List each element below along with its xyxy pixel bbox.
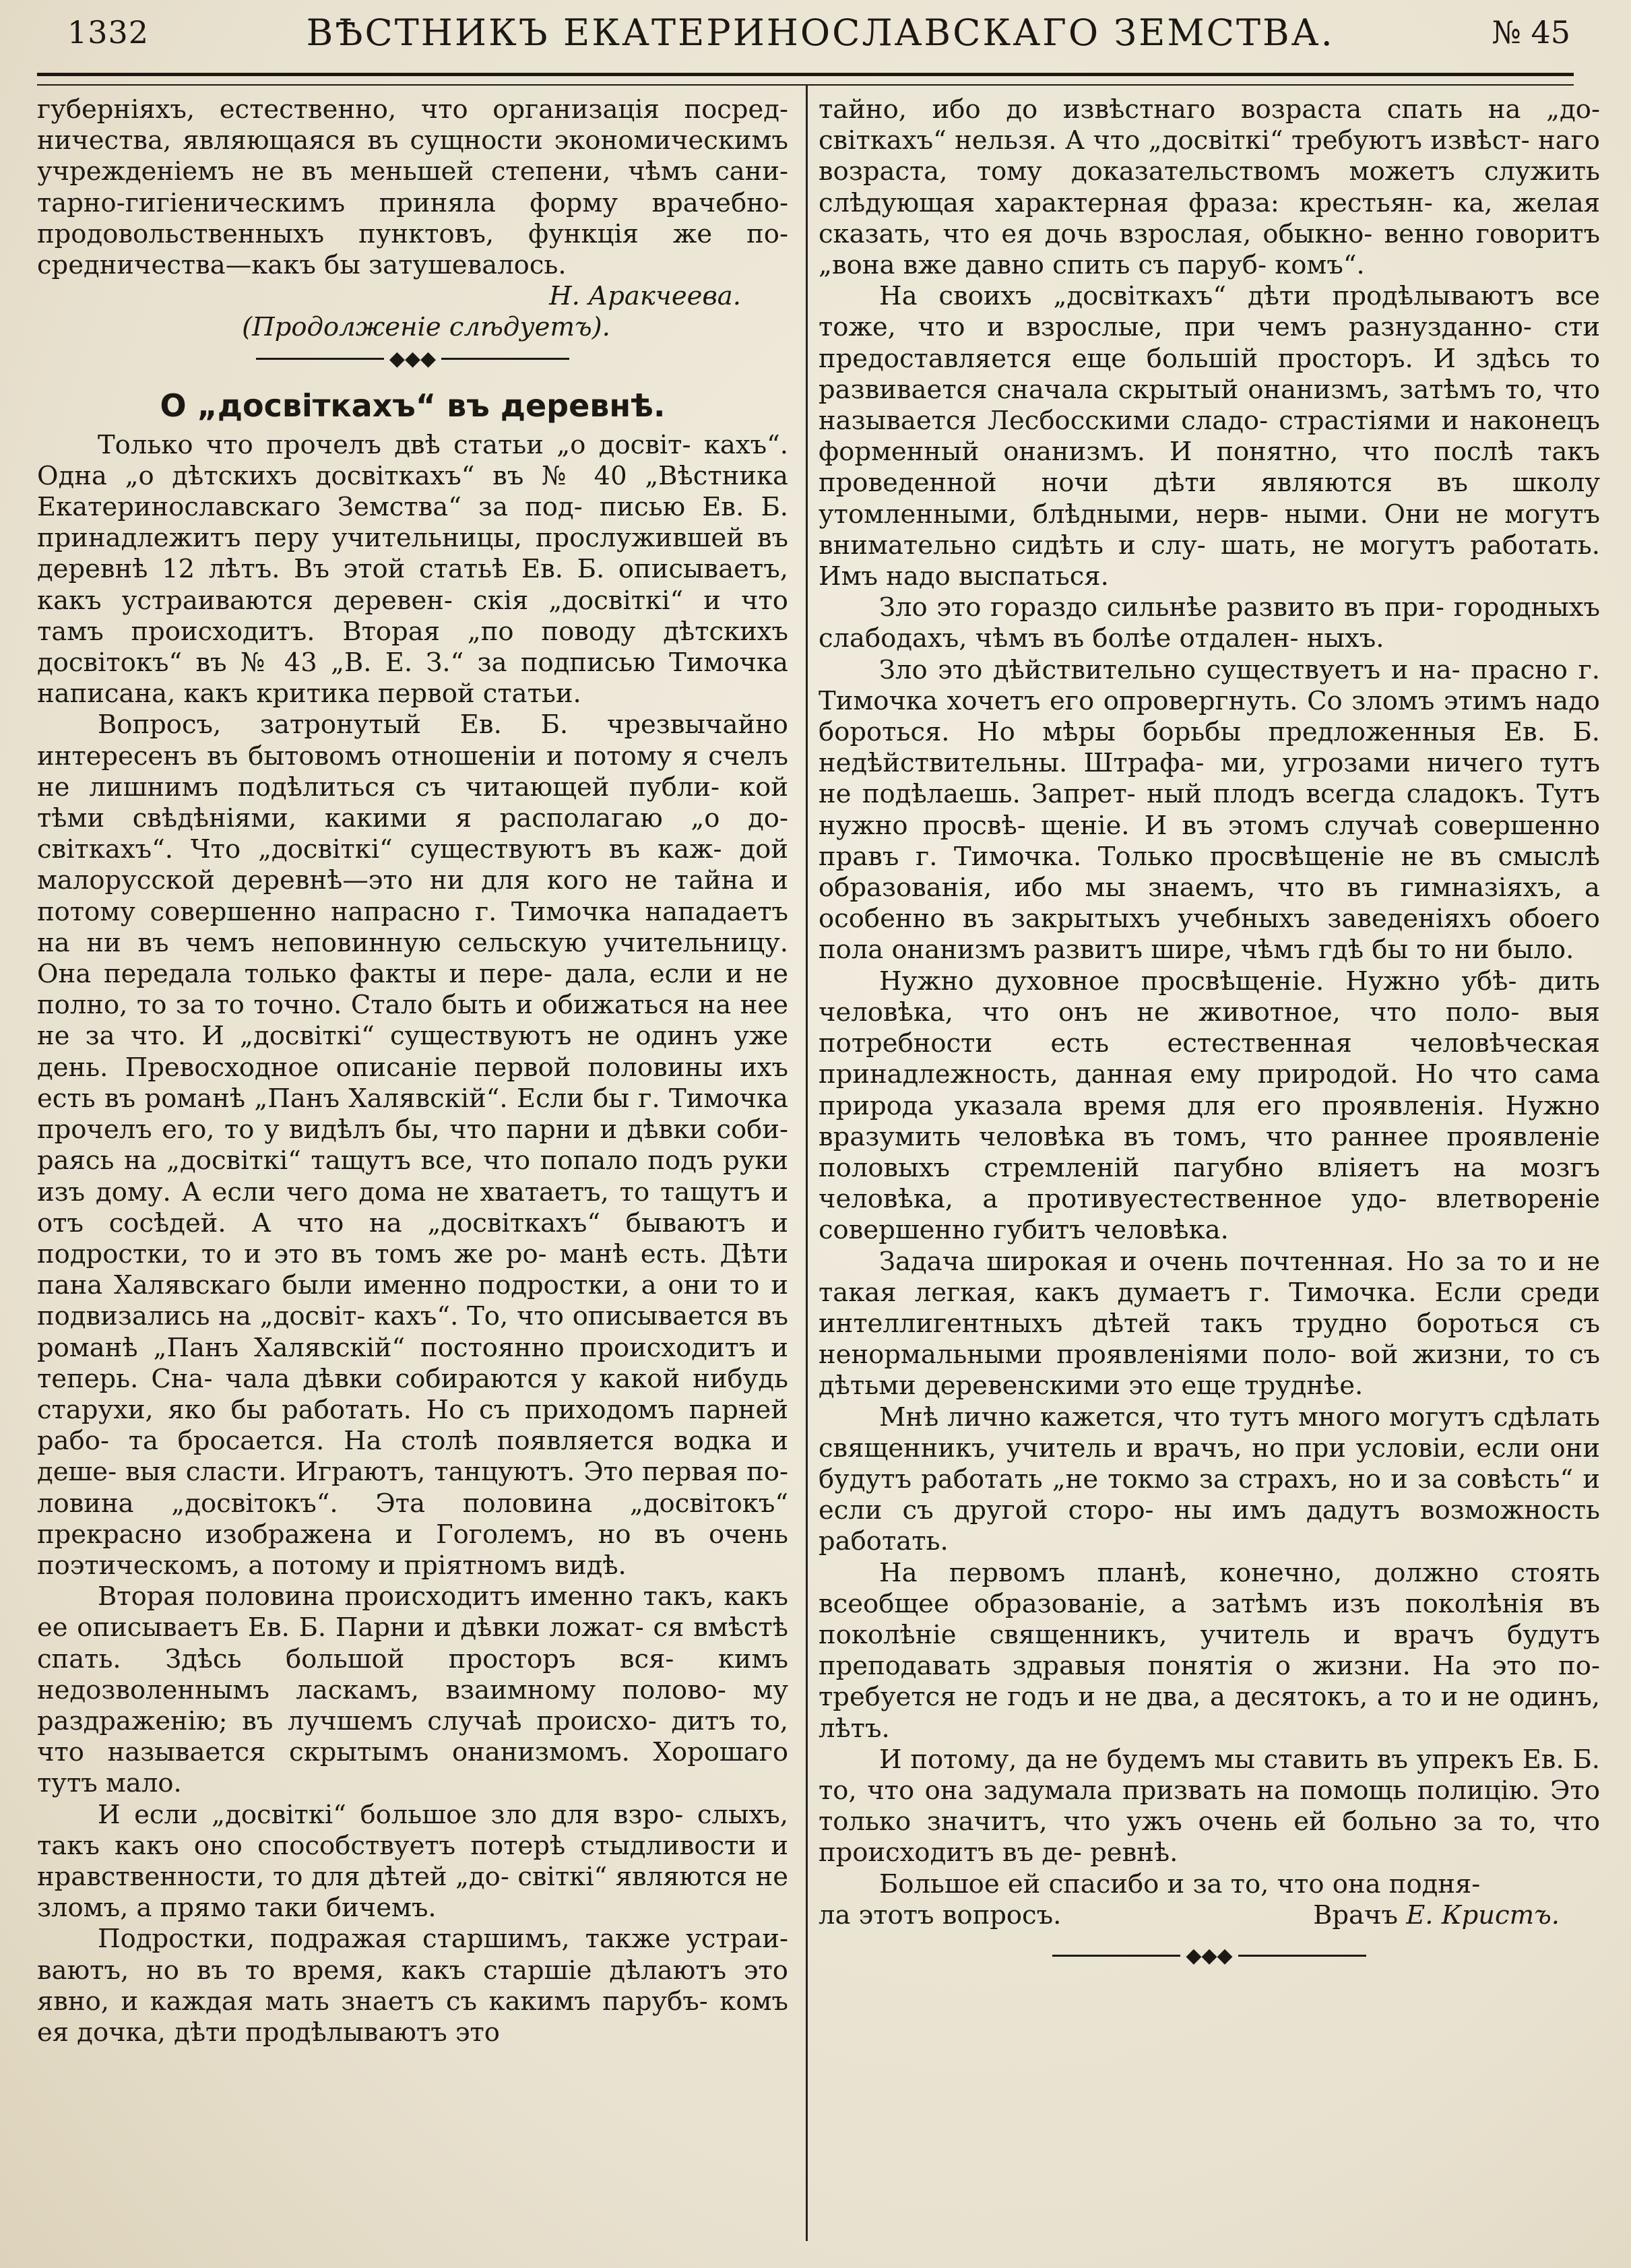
previous-article-author: Н. Аракчеева. <box>549 281 741 312</box>
author <box>1313 1900 1600 1931</box>
left-column <box>37 94 788 2048</box>
header-rule <box>37 73 1574 86</box>
paragraph: Мнѣ лично кажется, что тутъ много могутъ сдѣлать священникъ, учитель и врачъ, но при условіи, если они будутъ работать „не токмо за страхъ, но и за совѣсть“ и если съ другой сторо- ны имъ дадутъ возможность работать. <box>819 1401 1600 1557</box>
paragraph: Вторая половина происходитъ именно такъ, какъ ее описываетъ Ев. Б. Парни и дѣвки ложат- ся вмѣстѣ спать. Здѣсь большой просторъ вся- кимъ недозволеннымъ ласкамъ, взаимному полово- му раздраженію; въ лучшемъ случаѣ происхо- дитъ то, что называется скрытымъ онанизмомъ. Хорошаго тутъ мало. <box>37 1581 788 1799</box>
paragraph: Подростки, подражая старшимъ, также устраи- ваютъ, но въ то время, какъ старшіе дѣлаютъ это явно, и каждая мать знаетъ съ какимъ парубъ- комъ ея дочка, дѣти продѣлываютъ это <box>37 1924 788 2048</box>
paragraph: тайно, ибо до извѣстнаго возраста спать на „до- світкахъ“ нельзя. А что „досвіткі“ требуютъ извѣст- наго возраста, тому доказательствомъ можетъ служить слѣдующая характерная фраза: крестьян- ка, желая сказать, что ея дочь взрослая, обыкно- венно говоритъ „вона вже давно спить съ паруб- комъ“. <box>819 94 1600 281</box>
paragraph: Нужно духовное просвѣщеніе. Нужно убѣ- дить человѣка, что онъ не животное, что поло- выя потребности есть естественная человѣческая принадлежность, данная ему природой. Но что сама природа указала время для его проявленія. Нужно вразумить человѣка въ томъ, что раннее проявленіе половыхъ стремленій пагубно вліяетъ на мозгъ человѣка, а противуестественное удо- влетвореніе совершенно губитъ человѣка. <box>819 966 1600 1246</box>
right-column <box>819 94 1600 1972</box>
journal-title: ВѢСТНИКЪ ЕКАТЕРИНОСЛАВСКАГО ЗЕМСТВА. <box>306 11 1335 54</box>
paragraph: Большое ей спасибо и за то, что она подня- <box>879 1868 1481 1899</box>
page-number: 1332 <box>67 14 150 51</box>
end-ornament <box>819 1941 1600 1972</box>
ornament-diamonds: ◆◆◆ <box>1186 1943 1233 1967</box>
paragraph: И если „досвіткі“ большое зло для взро- слыхъ, такъ какъ оно способствуетъ потерѣ стыдливости и нравственности, то для дѣтей „до- світкі“ являются не зломъ, а прямо таки бичемъ. <box>37 1799 788 1924</box>
author-title: Врачъ <box>1313 1899 1398 1930</box>
column-divider <box>806 85 808 2241</box>
page-header <box>67 5 1570 59</box>
paragraph: На первомъ планѣ, конечно, должно стоять всеобщее образованіе, а затѣмъ изъ поколѣнія въ поколѣніе священникъ, учитель и врачъ будутъ преподавать здравыя понятія о жизни. На это по- требуется не годъ и не два, а десятокъ, а то и не одинъ, лѣтъ. <box>819 1557 1600 1744</box>
article-signature <box>819 1900 1600 1931</box>
paragraph: Только что прочелъ двѣ статьи „о досвіт- кахъ“. Одна „о дѣтскихъ досвіткахъ“ въ № 40 „Вѣстника Екатеринославскаго Земства“ за под- писью Ев. Б. принадлежитъ перу учительницы, прослужившей въ деревнѣ 12 лѣтъ. Въ этой статьѣ Ев. Б. описываетъ, какъ устраиваются деревен- скія „досвіткі“ и что тамъ происходитъ. Вторая „по поводу дѣтскихъ досвітокъ“ въ № 43 „В. Е. З.“ за подписью Тимочка написана, какъ критика первой статьи. <box>37 429 788 710</box>
paragraph: Вопросъ, затронутый Ев. Б. чрезвычайно интересенъ въ бытовомъ отношеніи и потому я счелъ не лишнимъ подѣлиться съ читающей публи- кой тѣми свѣдѣніями, какими я располагаю „о до- світкахъ“. Что „досвіткі“ существуютъ въ каж- дой малорусской деревнѣ—это ни для кого не тайна и потому совершенно напрасно г. Тимочка нападаетъ на ни въ чемъ неповинную сельскую учительницу. Она передала только факты и пере- дала, если и не полно, то за то точно. Стало быть и обижаться на нее не за что. И „досвіткі“ существуютъ не одинъ уже день. Превосходное описаніе первой половины ихъ есть въ романѣ „Панъ Халявскій“. Если бы г. Тимочка прочелъ его, то у видѣлъ бы, что парни и дѣвки соби- раясь на „досвіткі“ тащутъ все, что попало подъ руки изъ дому. А если чего дома не хватаетъ, то тащутъ и отъ сосѣдей. А что на „досвіткахъ“ бываютъ и подростки, то и это въ томъ же ро- манѣ есть. Дѣти пана Халявскаго были именно подростки, а они то и подвизались на „досвіт- кахъ“. То, что описывается въ романѣ „Панъ Халявскій“ постоянно происходитъ и теперь. Сна- чала дѣвки собираются у какой нибудь старухи, яко бы работать. Но съ приходомъ парней рабо- та бросается. На столѣ появляется водка и деше- выя сласти. Играютъ, танцуютъ. Это первая по- ловина „досвітокъ“. Эта половина „досвітокъ“ прекрасно изображена и Гоголемъ, но въ очень поэтическомъ, а потому и пріятномъ видѣ. <box>37 710 788 1581</box>
paragraph: На своихъ „досвіткахъ“ дѣти продѣлываютъ все тоже, что и взрослые, при чемъ разнузданно- сти предоставляется еще большій просторъ. И здѣсь то развивается сначала скрытый онанизмъ, затѣмъ то, что называется Лесбосскими сладо- страстіями и наконецъ форменный онанизмъ. И понятно, что послѣ такъ проведенной ночи дѣти являются въ школу утомленными, блѣдными, нерв- ными. Они не могутъ внимательно сидѣть и слу- шать, не могутъ работать. Имъ надо выспаться. <box>819 281 1600 592</box>
paragraph: Зло это гораздо сильнѣе развито въ при- городныхъ слабодахъ, чѣмъ въ болѣе отдален- ныхъ. <box>819 592 1600 654</box>
continued-note: (Продолженіе слѣдуетъ). <box>242 312 610 343</box>
ornament-diamonds: ◆◆◆ <box>389 346 437 371</box>
issue-number: № 45 <box>1492 14 1570 51</box>
closing-line: ла этотъ вопросъ. <box>819 1899 1062 1930</box>
paragraph: Задача широкая и очень почтенная. Но за то и не такая легкая, какъ думаетъ г. Тимочка. Если среди интеллигентныхъ дѣтей такъ трудно бороться съ ненормальными проявленіями поло- вой жизни, то съ дѣтьми деревенскими это еще труднѣе. <box>819 1246 1600 1401</box>
author-name: Е. Кристъ. <box>1406 1899 1560 1930</box>
section-ornament <box>37 344 788 375</box>
paragraph: Зло это дѣйствительно существуетъ и на- прасно г. Тимочка хочетъ его опровергнуть. Со зломъ этимъ надо бороться. Но мѣры борьбы предложенныя Ев. Б. недѣйствительны. Штрафа- ми, угрозами ничего тутъ не подѣлаешь. Запрет- ный плодъ всегда сладокъ. Тутъ нужно просвѣ- щеніе. И въ этомъ случаѣ совершенно правъ г. Тимочка. Только просвѣщеніе не въ смыслѣ образованія, ибо мы знаемъ, что въ гимназіяхъ, а особенно въ закрытыхъ учебныхъ заведеніяхъ обоего пола онанизмъ развитъ шире, чѣмъ гдѣ бы то ни было. <box>819 654 1600 966</box>
previous-article-tail: губерніяхъ, естественно, что организація посред- ничества, являющаяся въ сущности экономическимъ учрежденіемъ не въ меньшей степени, чѣмъ сани- тарно-гигіеническимъ приняла форму врачебно- продовольственныхъ пунктовъ, функція же по- средничества—какъ бы затушевалось. <box>37 94 788 281</box>
article-title: О „досвіткахъ“ въ деревнѣ. <box>160 387 666 424</box>
paragraph: И потому, да не будемъ мы ставить въ упрекъ Ев. Б. то, что она задумала призвать на помощь полицію. Это только значитъ, что ужъ очень ей больно за то, что происходитъ въ де- ревнѣ. <box>819 1744 1600 1868</box>
